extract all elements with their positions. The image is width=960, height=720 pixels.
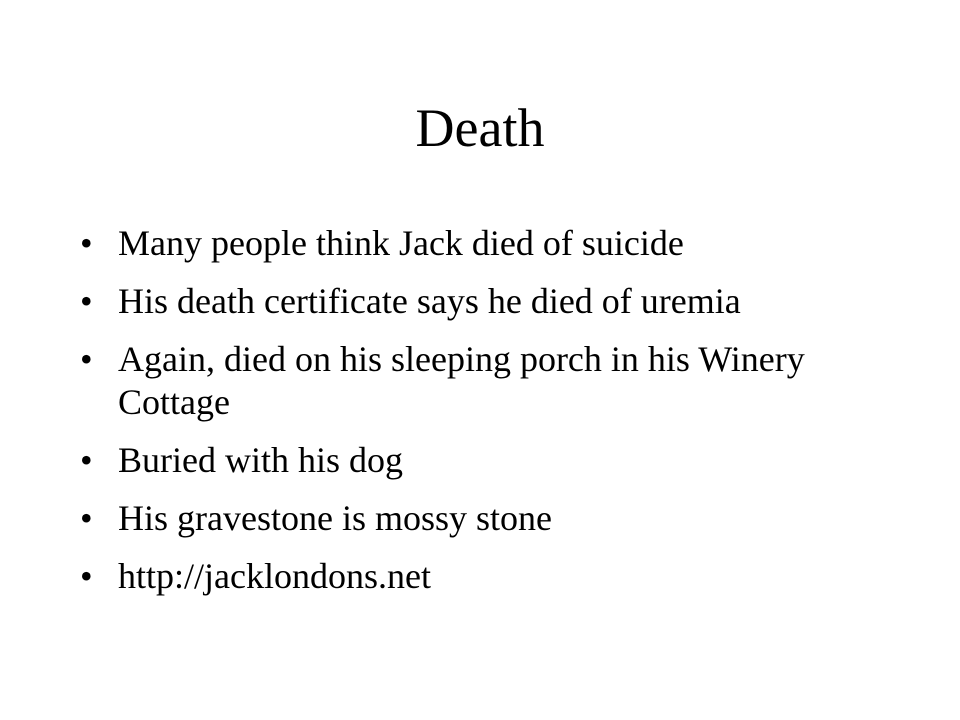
bullet-dot-icon: •: [80, 498, 93, 538]
bullet-dot-icon: •: [80, 440, 93, 480]
bullet-item: [80, 280, 900, 323]
bullet-item: [80, 497, 900, 540]
bullet-dot-icon: •: [80, 223, 93, 263]
bullet-link-text: http://jacklondons.net: [118, 556, 431, 596]
bullet-text: Again, died on his sleeping porch in his Winery Cottage: [118, 339, 805, 422]
bullet-item: [80, 555, 900, 598]
bullet-item: [80, 338, 900, 424]
bullet-dot-icon: •: [80, 339, 93, 379]
bullet-item: [80, 439, 900, 482]
bullet-text: Buried with his dog: [118, 440, 403, 480]
bullet-item: [80, 222, 900, 265]
bullet-text: His gravestone is mossy stone: [118, 498, 552, 538]
bullet-dot-icon: •: [80, 556, 93, 596]
slide-title: Death: [415, 98, 545, 158]
bullet-text: His death certificate says he died of uremia: [118, 281, 741, 321]
bullet-dot-icon: •: [80, 281, 93, 321]
bullet-list: [80, 222, 900, 613]
bullet-text: Many people think Jack died of suicide: [118, 223, 684, 263]
